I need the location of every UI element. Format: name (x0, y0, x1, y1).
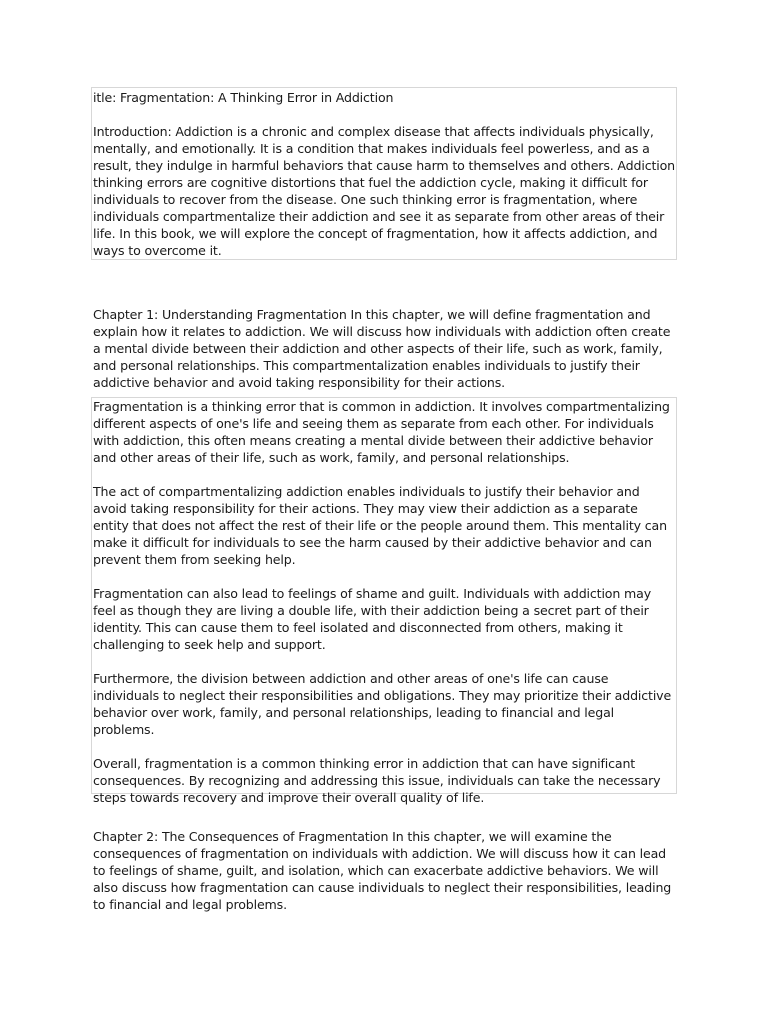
introduction-paragraph: Introduction: Addiction is a chronic and complex disease that affects individuals physically, mentally, and emotionally. It is a condition that makes individuals feel powerless, and as a result, they indulge in harmful behaviors that cause harm to themselves and others. Addiction thinking errors are cognitive distortions that fuel the addiction cycle, making it difficult for individuals to recover from the disease. One such thinking error is fragmentation, where individuals compartmentalize their addiction and see it as separate from other areas of their life. In this book, we will explore the concept of fragmentation, how it affects addiction, and ways to overcome it. (93, 124, 676, 258)
chapter-1-text-box (91, 397, 677, 805)
chapter-1-paragraph: Fragmentation is a thinking error that is common in addiction. It involves compartmentalizing different aspects of one's life and seeing them as separate from each other. For individuals with addiction, this often means creating a mental divide between their addictive behavior and other areas of their life, such as work, family, and personal relationships. (93, 399, 670, 465)
chapter-1-paragraph: The act of compartmentalizing addiction enables individuals to justify their behavior and avoid taking responsibility for their actions. They may view their addiction as a separate entity that does not affect the rest of their life or the people around them. This mentality can make it difficult for individuals to see the harm caused by their addictive behavior and can prevent them from seeking help. (93, 484, 667, 567)
chapter-1-paragraph: Fragmentation can also lead to feelings of shame and guilt. Individuals with addiction may feel as though they are living a double life, with their addiction being a secret part of their identity. This can cause them to feel isolated and disconnected from others, making it challenging to seek help and support. (93, 586, 652, 652)
chapter-1-heading (93, 306, 679, 391)
intro-text-box (91, 87, 677, 260)
chapter-1-paragraph: Furthermore, the division between addiction and other areas of one's life can cause individuals to neglect their responsibilities and obligations. They may prioritize their addictive behavior over work, family, and personal relationships, leading to financial and legal problems. (93, 671, 672, 737)
document-title: itle: Fragmentation: A Thinking Error in Addiction (93, 90, 394, 105)
chapter-1-summary: Chapter 1: Understanding Fragmentation In this chapter, we will define fragmentation and explain how it relates to addiction. We will discuss how individuals with addiction often create a mental divide between their addiction and other aspects of their life, such as work, family, and personal relationships. This compartmentalization enables individuals to justify their addictive behavior and avoid taking responsibility for their actions. (93, 307, 671, 390)
chapter-2-heading (93, 828, 679, 913)
chapter-2-summary: Chapter 2: The Consequences of Fragmentation In this chapter, we will examine the consequences of fragmentation on individuals with addiction. We will discuss how it can lead to feelings of shame, guilt, and isolation, which can exacerbate addictive behaviors. We will also discuss how fragmentation can cause individuals to neglect their responsibilities, leading to financial and legal problems. (93, 829, 672, 912)
chapter-1-paragraph: Overall, fragmentation is a common thinking error in addiction that can have significant consequences. By recognizing and addressing this issue, individuals can take the necessary steps towards recovery and improve their overall quality of life. (93, 756, 661, 805)
